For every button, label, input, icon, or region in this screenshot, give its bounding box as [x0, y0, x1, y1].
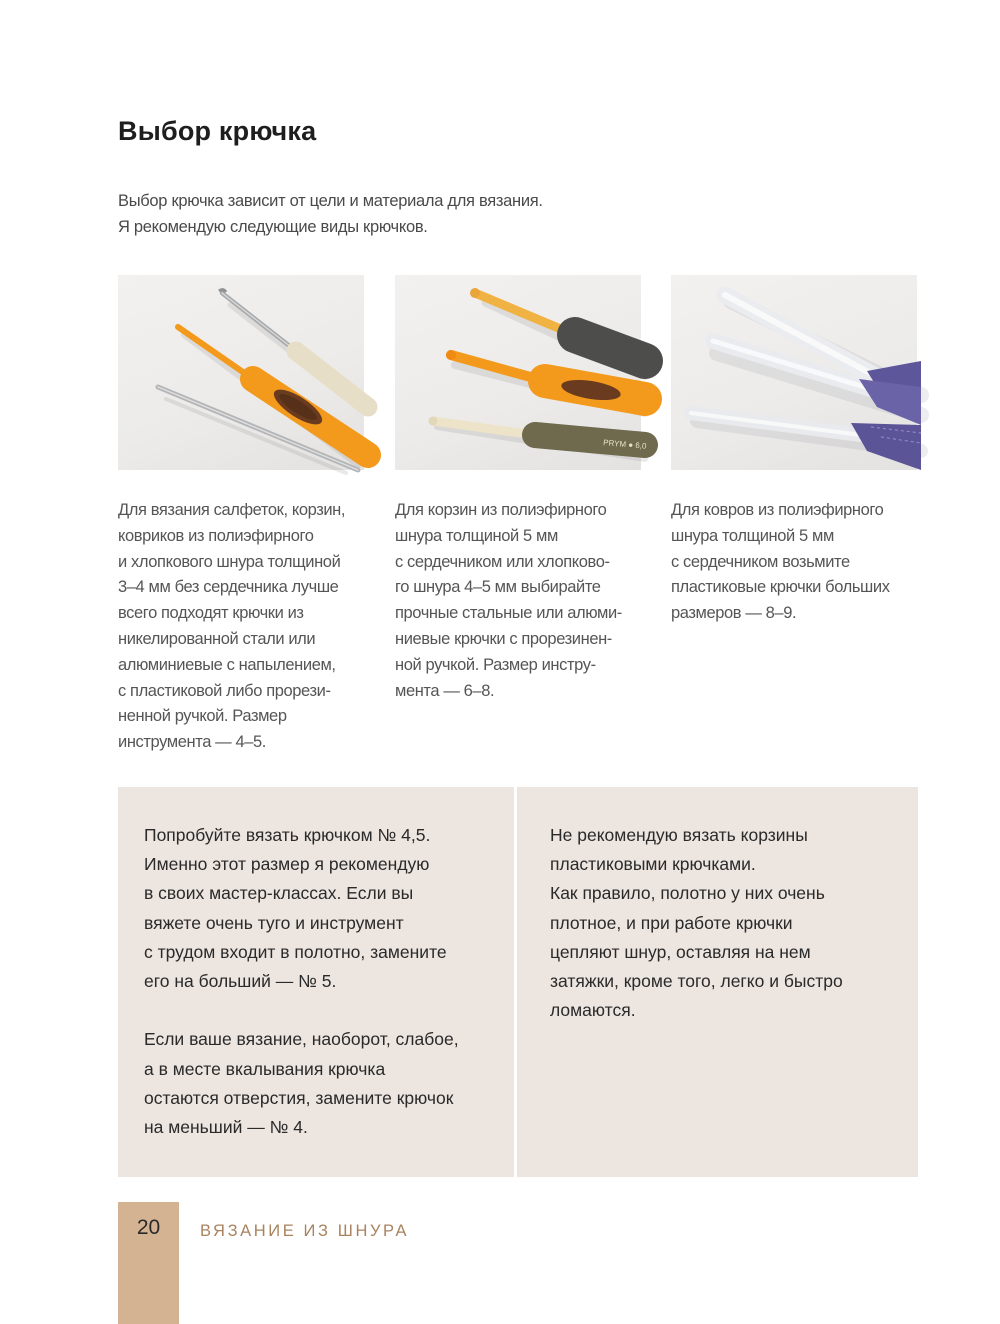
caption-line: с сердечником возьмите: [671, 552, 850, 571]
tip-line: Попробуйте вязать крючком № 4,5.: [144, 825, 431, 845]
caption-column-2: [395, 498, 645, 704]
tip-line: пластиковыми крючками.: [550, 854, 756, 875]
caption-line: инструмента — 4–5.: [118, 733, 266, 752]
tip-line: плотное, и при работе крючки: [550, 912, 793, 933]
crochet-hooks-icon: [671, 275, 917, 470]
tip-line: в своих мастер-классах. Если вы: [144, 883, 414, 904]
caption-line: ненной ручкой. Размер: [118, 707, 287, 726]
tip-line: его на больший — № 5.: [144, 971, 337, 992]
page-title: Выбор крючка: [118, 116, 317, 146]
caption-line: прочные стальные или алюми-: [395, 604, 622, 623]
page-number: 20: [136, 1216, 161, 1239]
tip-box-right: [517, 787, 918, 1177]
caption-line: алюминиевые с напылением,: [118, 655, 336, 674]
tip-line: Именно этот размер я рекомендую: [144, 854, 430, 875]
caption-line: го шнура 4–5 мм выбирайте: [395, 578, 601, 597]
tip-text-left: [144, 821, 459, 1142]
photo-brand-label: PRYM ● 6,0: [602, 438, 647, 451]
caption-line: 3–4 мм без сердечника лучше: [118, 578, 339, 597]
intro-line: Я рекомендую следующие виды крючков.: [118, 218, 428, 236]
caption-column-1: [118, 498, 368, 756]
caption-line: шнура толщиной 5 мм: [671, 526, 834, 545]
tip-line: цепляют шнур, оставляя на нем: [550, 941, 811, 962]
intro-line: Выбор крючка зависит от цели и материала для вязания.: [118, 192, 543, 210]
tip-line: а в месте вкалывания крючка: [144, 1058, 386, 1079]
caption-column-3: [671, 498, 921, 627]
photo-metal-hooks: [118, 275, 364, 470]
tip-line: ломаются.: [550, 1000, 636, 1021]
caption-line: ниевые крючки с прорезинен-: [395, 629, 612, 648]
tip-line: Не рекомендую вязать корзины: [550, 825, 808, 845]
caption-line: размеров — 8–9.: [671, 604, 797, 623]
section-title: ВЯЗАНИЕ ИЗ ШНУРА: [200, 1222, 410, 1240]
tip-line: остаются отверстия, замените крючок: [144, 1087, 454, 1108]
caption-line: и хлопкового шнура толщиной: [118, 552, 341, 571]
caption-line: пластиковые крючки больших: [671, 578, 890, 597]
tip-line: затяжки, кроме того, легко и быстро: [550, 971, 843, 992]
caption-line: Для ковров из полиэфирного: [671, 501, 884, 519]
tip-line: с трудом входит в полотно, замените: [144, 941, 447, 962]
tip-line: Как правило, полотно у них очень: [550, 883, 825, 904]
caption-line: ной ручкой. Размер инстру-: [395, 655, 596, 674]
crochet-hooks-icon: [395, 275, 647, 470]
tip-line: Если ваше вязание, наоборот, слабое,: [144, 1029, 459, 1050]
caption-line: никелированной стали или: [118, 629, 316, 648]
photo-plastic-hooks: [671, 275, 917, 470]
page-number-tab: [118, 1202, 179, 1324]
crochet-hooks-icon: [118, 275, 364, 470]
tip-box-left: [118, 787, 514, 1177]
caption-line: шнура толщиной 5 мм: [395, 526, 558, 545]
caption-line: с сердечником или хлопково-: [395, 552, 610, 571]
tip-line: вяжете очень туго и инструмент: [144, 912, 404, 933]
caption-line: мента — 6–8.: [395, 681, 495, 700]
caption-line: всего подходят крючки из: [118, 604, 304, 623]
tip-line: на меньший — № 4.: [144, 1117, 308, 1138]
caption-line: Для корзин из полиэфирного: [395, 501, 607, 519]
caption-line: ковриков из полиэфирного: [118, 526, 314, 545]
intro-paragraph: [118, 188, 818, 240]
photo-rubber-handle-hooks: [395, 275, 647, 470]
caption-line: с пластиковой либо прорези-: [118, 681, 331, 700]
tip-text-right: [550, 821, 843, 1025]
caption-line: Для вязания салфеток, корзин,: [118, 501, 346, 519]
